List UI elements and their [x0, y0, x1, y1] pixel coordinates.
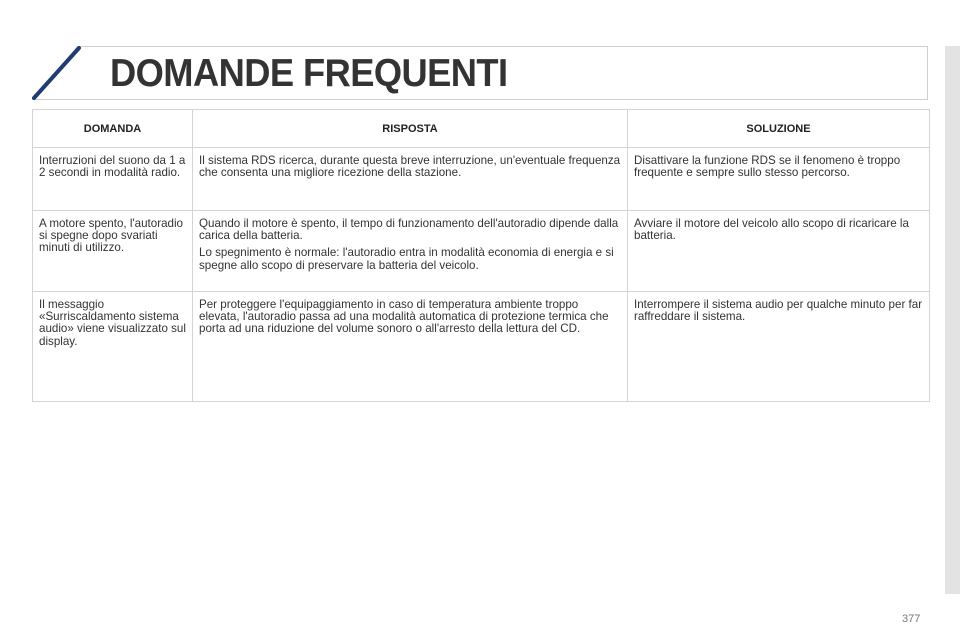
question-cell: Interruzioni del suono da 1 a 2 secondi in modalità radio.: [33, 148, 193, 211]
answer-cell: [193, 211, 628, 292]
table-row: [33, 148, 930, 211]
answer-paragraph: Lo spegnimento è normale: l'autoradio entra in modalità economia di energia e si spegne allo scopo di preservare la batteria del veicolo.: [199, 246, 614, 272]
title-band: [32, 46, 928, 100]
table-row: [33, 292, 930, 402]
solution-cell: Disattivare la funzione RDS se il fenomeno è troppo frequente e sempre sullo stesso percorso.: [628, 148, 930, 211]
answer-cell: [193, 148, 628, 211]
column-header-soluzione: SOLUZIONE: [628, 110, 930, 148]
answer-cell: [193, 292, 628, 402]
solution-cell: Interrompere il sistema audio per qualche minuto per far raffreddare il sistema.: [628, 292, 930, 402]
page-number: 377: [902, 613, 921, 625]
table-row: [33, 211, 930, 292]
question-cell: A motore spento, l'autoradio si spegne dopo svariati minuti di utilizzo.: [33, 211, 193, 292]
answer-paragraph: Per proteggere l'equipaggiamento in caso di temperatura ambiente troppo elevata, l'autoradio passa ad una modalità automatica di protezione termica che porta ad una riduzione del volume sonoro o all'arresto della lettura del CD.: [199, 298, 609, 336]
page-title: DOMANDE FREQUENTI: [110, 52, 508, 95]
column-header-risposta: RISPOSTA: [193, 110, 628, 148]
question-cell: Il messaggio «Surriscaldamento sistema audio» viene visualizzato sul display.: [33, 292, 193, 402]
table-header-row: [33, 110, 930, 148]
faq-table: [32, 109, 930, 402]
solution-cell: Avviare il motore del veicolo allo scopo di ricaricare la batteria.: [628, 211, 930, 292]
side-tab: [945, 46, 960, 594]
column-header-domanda: DOMANDA: [33, 110, 193, 148]
answer-paragraph: Il sistema RDS ricerca, durante questa breve interruzione, un'eventuale frequenza che consenta una migliore ricezione della stazione.: [199, 154, 621, 180]
answer-paragraph: Quando il motore è spento, il tempo di funzionamento dell'autoradio dipende dalla carica della batteria.: [199, 217, 619, 243]
